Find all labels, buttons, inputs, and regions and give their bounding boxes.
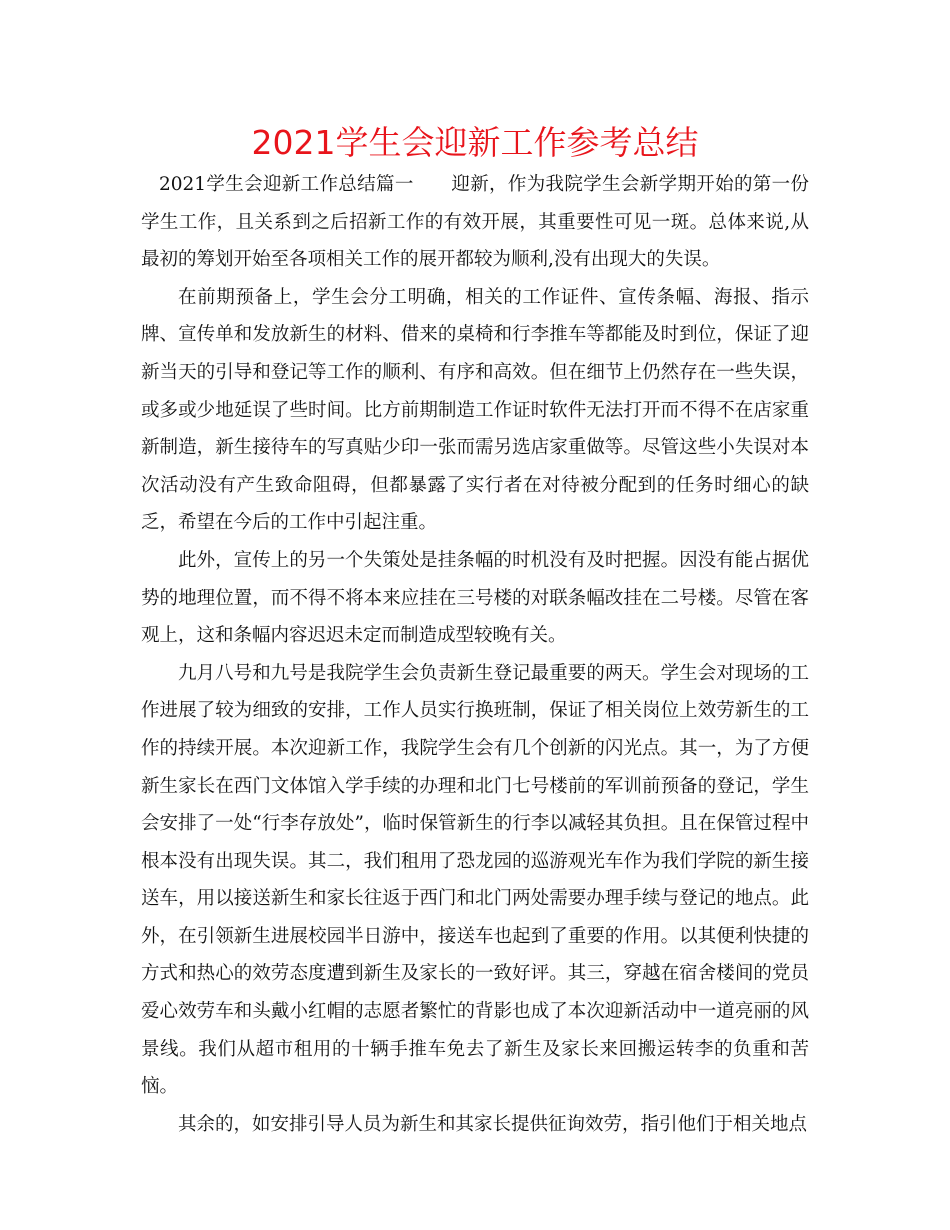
- document-body: [141, 166, 809, 1143]
- paragraph-publicity: 此外，宣传上的另一个失策处是挂条幅的时机没有及时把握。因没有能占据优势的地理位置，而不得不将本来应挂在三号楼的对联条幅改挂在二号楼。尽管在客观上，这和条幅内容迟迟未定而制造成型较晚有关。: [141, 549, 809, 647]
- paragraph-other: 其余的，如安排引导人员为新生和其家长提供征询效劳，指引他们于相关地点: [178, 1113, 808, 1135]
- paragraph-registration: 九月八号和九号是我院学生会负责新生登记最重要的两天。学生会对现场的工作进展了较为细致的安排，工作人员实行换班制，保证了相关岗位上效劳新生的工作的持续开展。本次迎新工作，我院学生会有几个创新的闪光点。其一，为了方便新生家长在西门文体馆入学手续的办理和北门七号楼前的军训前预备的登记，学生会安排了一处“行李存放处”，临时保管新生的行李以减轻其负担。且在保管过程中根本没有出现失误。其二，我们租用了恐龙园的巡游观光车作为我们学院的新生接送车，用以接送新生和家长往返于西门和北门两处需要办理手续与登记的地点。此外，在引领新生进展校园半日游中，接送车也起到了重要的作用。以其便利快捷的方式和热心的效劳态度遭到新生及家长的一致好评。其三，穿越在宿舍楼间的党员爱心效劳车和头戴小红帽的志愿者繁忙的背影也成了本次迎新活动中一道亮丽的风景线。我们从超市租用的十辆手推车免去了新生及家长来回搬运转李的负重和苦恼。: [141, 662, 809, 1098]
- paragraph-intro: 2021学生会迎新工作总结篇一 迎新，作为我院学生会新学期开始的第一份学生工作，且关系到之后招新工作的有效开展，其重要性可见一斑。总体来说,从最初的筹划开始至各项相关工作的展开都较为顺利,没有出现大的失误。: [141, 174, 809, 271]
- document-title: 2021学生会迎新工作参考总结: [251, 123, 699, 162]
- paragraph-preparation: 在前期预备上，学生会分工明确，相关的工作证件、宣传条幅、海报、指示牌、宣传单和发放新生的材料、借来的桌椅和行李推车等都能及时到位，保证了迎新当天的引导和登记等工作的顺利、有序和高效。但在细节上仍然存在一些失误，或多或少地延误了些时间。比方前期制造工作证时软件无法打开而不得不在店家重新制造，新生接待车的写真贴少印一张而需另选店家重做等。尽管这些小失误对本次活动没有产生致命阻碍，但都暴露了实行者在对待被分配到的任务时细心的缺乏，希望在今后的工作中引起注重。: [141, 286, 809, 534]
